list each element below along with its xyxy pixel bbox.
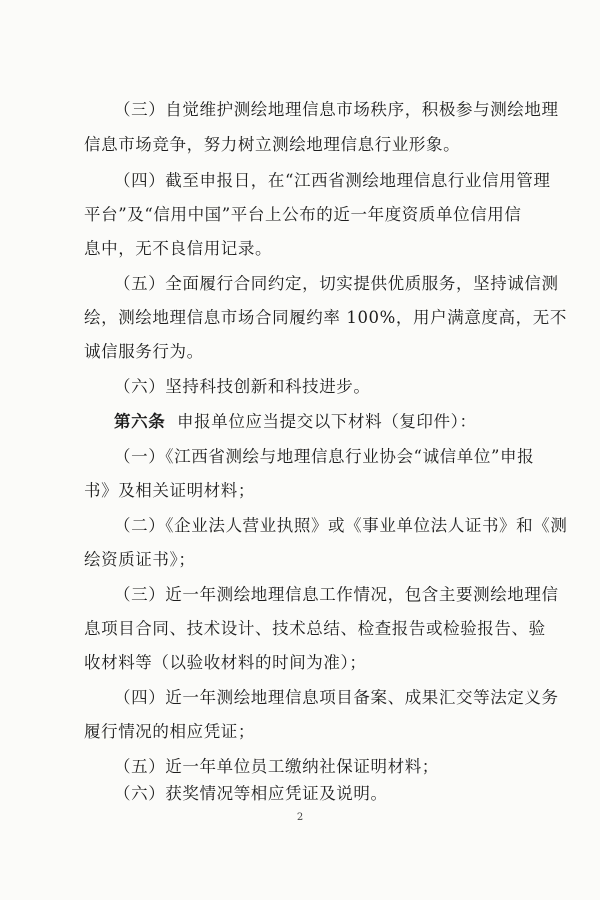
paragraph-line: 信息市场竞争，努力树立测绘地理信息行业形象。: [84, 135, 461, 154]
paragraph-line: 绘资质证书》；: [84, 550, 196, 569]
article-text: 申报单位应当提交以下材料（复印件）：: [177, 412, 477, 431]
paragraph-line: （四）近一年测绘地理信息项目备案、成果汇交等法定义务: [114, 688, 559, 707]
paragraph-line: （一）《江西省测绘与地理信息行业协会“诚信单位”申报: [114, 447, 535, 466]
article-number: 第六条: [114, 412, 166, 431]
paragraph-line: （六）获奖情况等相应凭证及说明。: [114, 784, 388, 803]
paragraph-line: （三）自觉维护测绘地理信息市场秩序，积极参与测绘地理: [114, 100, 559, 119]
paragraph-line: 履行情况的相应凭证；: [84, 722, 255, 741]
paragraph-line: 息项目合同、技术设计、技术总结、检查报告或检验报告、验: [84, 619, 546, 638]
paragraph-line: （三）近一年测绘地理信息工作情况，包含主要测绘地理信: [114, 585, 559, 604]
paragraph-line: 收材料等（以验收材料的时间为准）；: [84, 653, 367, 672]
paragraph-line: （五）全面履行合同约定，切实提供优质服务，坚持诚信测: [114, 274, 559, 293]
paragraph-line: （二）《企业法人营业执照》或《事业单位法人证书》和《测: [114, 516, 568, 535]
paragraph-line: 息中，无不良信用记录。: [84, 239, 273, 258]
paragraph-line: （五）近一年单位员工缴纳社保证明材料；: [114, 757, 439, 776]
paragraph-line: （四）截至申报日，在“江西省测绘地理信息行业信用管理: [114, 171, 551, 190]
page-number: 2: [296, 812, 304, 823]
paragraph-line: 平台”及“信用中国”平台上公布的近一年度资质单位信用信: [84, 205, 522, 224]
paragraph-line: 绘，测绘地理信息市场合同履约率 100%，用户满意度高，无不: [84, 308, 567, 327]
paragraph-line: （六）坚持科技创新和科技进步。: [114, 377, 371, 396]
paragraph-line: 诚信服务行为。: [84, 342, 204, 361]
article-heading-line: [114, 412, 477, 432]
paragraph-line: 书》及相关证明材料；: [84, 481, 255, 500]
